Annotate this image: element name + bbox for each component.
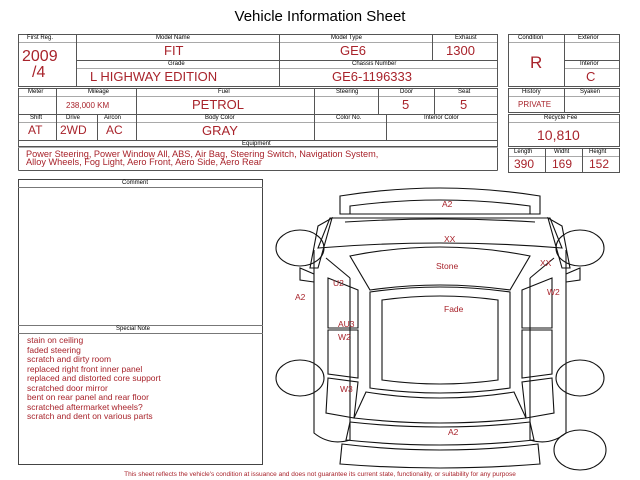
interior-label: Interior [580, 61, 599, 67]
damage-left-rear-door-2: W2 [338, 332, 351, 342]
length-label: Length [514, 149, 533, 155]
color-no-label: Color No. [336, 115, 362, 121]
special-note-list [27, 336, 161, 422]
history-value: PRIVATE [518, 100, 552, 109]
body-color-value: GRAY [202, 123, 238, 138]
special-note-item: scratched aftermarket wheels? [27, 401, 143, 412]
syaken-label: Syaken [580, 89, 601, 95]
door-label: Door [400, 89, 414, 95]
mileage-label: Mileage [88, 89, 110, 95]
roof-outline [370, 287, 510, 393]
comment-panel [18, 179, 263, 465]
sheet-title: Vehicle Information Sheet [234, 8, 406, 25]
seat-value: 5 [460, 97, 468, 112]
damage-right-front-door: W2 [547, 287, 560, 297]
exterior-label: Exterior [578, 35, 599, 41]
special-note-divider [18, 333, 263, 334]
disclaimer-footer: This sheet reflects the vehicle's condition at issuance and does not guarantee its current state, functionality, or suitability for any purpose [124, 471, 516, 478]
special-note-item: replaced right front inner panel [27, 363, 143, 374]
condition-value: R [530, 53, 543, 72]
special-note-item: bent on rear panel and rear floor [27, 392, 149, 402]
body-color-label: Body Color [205, 115, 235, 121]
damage-windshield: Stone [436, 261, 459, 271]
width-label: Widht [554, 149, 570, 155]
damage-hood: XX [444, 234, 456, 244]
seat-label: Seat [458, 89, 471, 95]
damage-rear-bumper: A2 [448, 427, 459, 437]
mileage-value: 238,000 KM [66, 101, 110, 110]
damage-left-rear-door: AU3 [338, 319, 355, 329]
chassis-number-label: Chassis Number [352, 61, 397, 67]
recycle-fee-value: 10,810 [537, 127, 580, 143]
interior-color-label: Interior Color [424, 115, 459, 121]
damage-roof: Fade [444, 304, 464, 314]
damage-left-front-door: U2 [333, 278, 344, 288]
chassis-number-value: GE6-1196333 [332, 69, 412, 84]
model-type-value: GE6 [340, 43, 367, 58]
first-reg-year: 2009 [22, 48, 58, 65]
right-quarter [522, 378, 554, 418]
rear-bumper-outline [340, 444, 540, 468]
right-rear-door [522, 330, 552, 378]
shift-label: Shift [30, 115, 43, 121]
equipment-label: Equipment [242, 141, 271, 147]
model-name-label: Model Name [156, 35, 191, 41]
damage-right-fender: XX [540, 258, 552, 268]
equipment-line-1: Power Steering, Power Window All, ABS, Air Bag, Steering Switch, Navigation System, [26, 149, 379, 159]
drive-value: 2WD [60, 123, 87, 137]
fuel-label: Fuel [218, 89, 230, 95]
aircon-value: AC [106, 123, 123, 137]
damage-left-quarter: W3 [340, 384, 353, 394]
steering-label: Steering [336, 89, 359, 95]
wheel-rear-right [556, 360, 604, 396]
recycle-fee-label: Recycle Fee [544, 115, 578, 121]
special-note-item: scratched door mirror [27, 382, 108, 393]
length-value: 390 [514, 157, 535, 171]
width-value: 169 [552, 157, 573, 171]
height-label: Height [589, 149, 607, 155]
rear-window [354, 392, 526, 423]
wheel-rear-left [276, 360, 324, 396]
special-note-item: stain on ceiling [27, 335, 84, 345]
damage-left-fender: A2 [295, 292, 306, 302]
fuel-value: PETROL [192, 97, 245, 112]
condition-label: Condition [518, 35, 544, 41]
damage-front-bumper: A2 [442, 199, 453, 209]
model-type-label: Model Type [331, 35, 362, 41]
equipment-line-2: Alloy Wheels, Fog Light, Aero Front, Aero Side, Aero Rear [26, 157, 262, 167]
left-mirror [300, 268, 314, 282]
special-note-item: faded steering [27, 344, 81, 355]
meter-label: Meter [28, 89, 44, 95]
history-label: History [522, 89, 541, 95]
first-reg-month: /4 [32, 64, 46, 81]
comment-label: Comment [122, 180, 149, 186]
body-left-side [314, 250, 350, 442]
drive-label: Drive [66, 115, 81, 121]
special-note-item: scratch and dirty room [27, 354, 112, 364]
aircon-label: Aircon [104, 115, 122, 121]
hood-outline [318, 218, 562, 248]
car-damage-diagram [270, 178, 620, 473]
right-front-door [522, 278, 552, 328]
exhaust-value: 1300 [446, 43, 475, 58]
first-reg-label: First Reg. [27, 35, 54, 41]
grade-label: Grade [168, 61, 185, 67]
exhaust-label: Exhaust [455, 35, 477, 41]
right-mirror [566, 268, 580, 282]
body-right-side [530, 250, 566, 442]
comment-divider [18, 187, 263, 188]
interior-value: C [586, 69, 596, 84]
wheel-front-left [276, 230, 324, 266]
wheel-front-right [556, 230, 604, 266]
grade-value: L HIGHWAY EDITION [90, 69, 218, 84]
front-bumper-outline [340, 188, 540, 214]
model-name-value: FIT [164, 43, 184, 58]
shift-value: AT [28, 123, 43, 137]
special-note-label: Special Note [116, 326, 151, 332]
door-value: 5 [402, 97, 410, 112]
special-note-item: scratch and dent on various parts [27, 411, 153, 421]
trunk-outline [346, 422, 534, 445]
special-note-item: replaced and distorted core support [27, 373, 161, 383]
height-value: 152 [589, 157, 610, 171]
